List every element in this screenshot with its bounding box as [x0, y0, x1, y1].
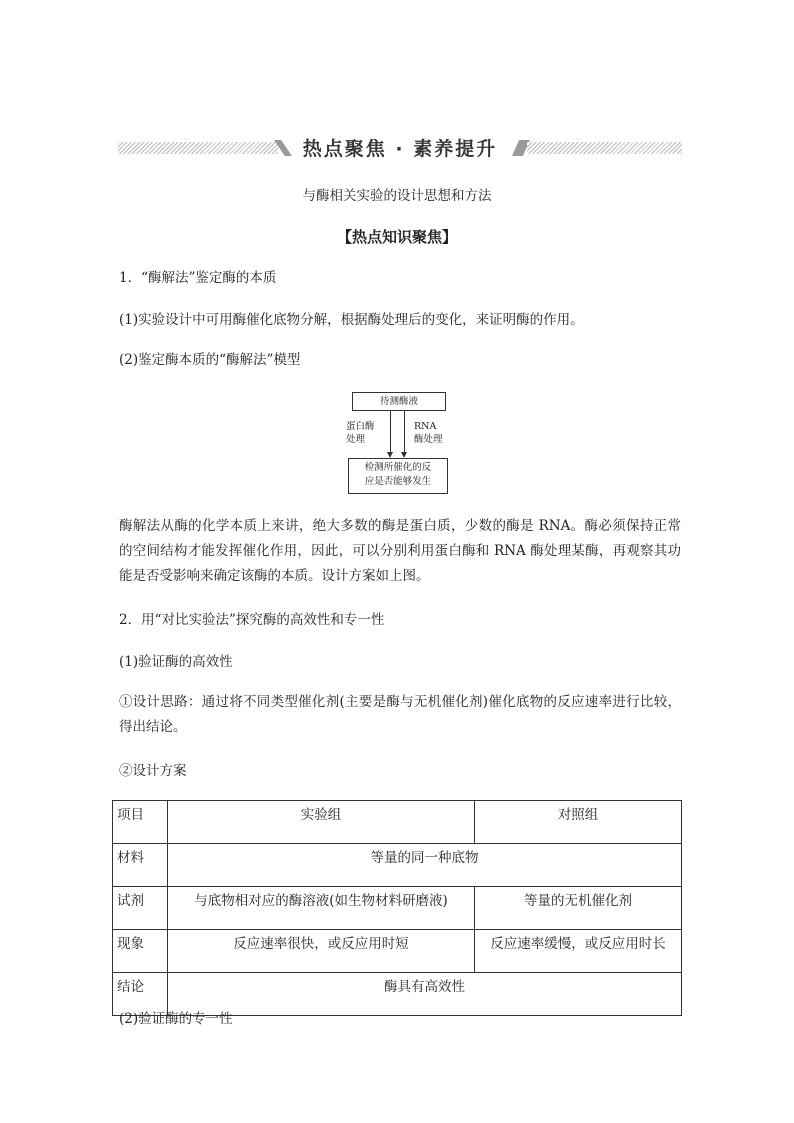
enzyme-hydrolysis-diagram	[340, 390, 460, 496]
table-cell-key: 结论	[113, 973, 168, 1016]
table-cell-key: 材料	[113, 844, 168, 887]
section-banner	[118, 134, 682, 164]
table-cell-value: 反应速率缓慢，或反应用时长	[475, 930, 682, 973]
table-cell-value: 反应速率很快，或反应用时短	[168, 930, 475, 973]
item2-heading: 2．用“对比实验法”探究酶的高效性和专一性	[119, 612, 385, 628]
table-row	[113, 930, 682, 973]
item1-paragraph-2: (2)鉴定酶本质的“酶解法”模型	[119, 352, 301, 368]
table-row	[113, 887, 682, 930]
diagram-left-label-line1: 蛋白酶	[346, 421, 375, 432]
table-cell-key: 试剂	[113, 887, 168, 930]
diagram-left-label	[346, 420, 375, 446]
page-subtitle: 与酶相关实验的设计思想和方法	[302, 188, 492, 204]
diagram-bottom-line2: 应是否能够发生	[364, 476, 432, 487]
design-plan-table	[112, 800, 682, 1016]
table-row	[113, 844, 682, 887]
table-row	[113, 801, 682, 844]
item2-subheading-2: (2)验证酶的专一性	[119, 1011, 233, 1027]
diagram-bottom-box	[348, 458, 448, 494]
table-cell-value: 与底物相对应的酶溶液(如生物材料研磨液)	[168, 887, 475, 930]
table-header-experiment: 实验组	[168, 801, 475, 844]
item1-paragraph-1: (1)实验设计中可用酶催化底物分解，根据酶处理后的变化，来证明酶的作用。	[119, 312, 584, 328]
banner-stripe-right	[527, 142, 682, 154]
table-cell-item: 项目	[113, 801, 168, 844]
diagram-top-box: 待测酶液	[352, 392, 446, 411]
explanation-paragraph: 酶解法从酶的化学本质上来讲，绝大多数的酶是蛋白质，少数的酶是 RNA。酶必须保持正常的空间结构才能发挥催化作用，因此，可以分别利用蛋白酶和 RNA 酶处理某酶，再观察其功能是否受影响来确定该酶的本质。设计方案如上图。	[119, 518, 681, 584]
item1-heading: 1．“酶解法”鉴定酶的本质	[119, 270, 277, 286]
table-header-control: 对照组	[475, 801, 682, 844]
diagram-line-right	[404, 410, 405, 456]
diagram-bottom-line1: 检测所催化的反	[364, 462, 432, 473]
diagram-right-label	[414, 420, 443, 446]
section-heading: 【热点知识聚焦】	[336, 228, 457, 246]
diagram-right-label-line1: RNA	[414, 421, 437, 432]
diagram-line-left	[390, 410, 391, 456]
table-cell-value: 等量的无机催化剂	[475, 887, 682, 930]
table-cell-key: 现象	[113, 930, 168, 973]
item2-subheading-1: (1)验证酶的高效性	[119, 654, 233, 670]
design-idea-paragraph: ①设计思路：通过将不同类型催化剂(主要是酶与无机催化剂)催化底物的反应速率进行比较，得出结论。	[119, 694, 681, 735]
banner-title: 热点聚焦 · 素养提升	[302, 138, 498, 160]
design-plan-label: ②设计方案	[119, 763, 187, 779]
table-cell-value: 酶具有高效性	[168, 973, 682, 1016]
table-cell-value: 等量的同一种底物	[168, 844, 682, 887]
diagram-left-label-line2: 处理	[346, 434, 366, 445]
diagram-right-label-line2: 酶处理	[414, 434, 443, 445]
